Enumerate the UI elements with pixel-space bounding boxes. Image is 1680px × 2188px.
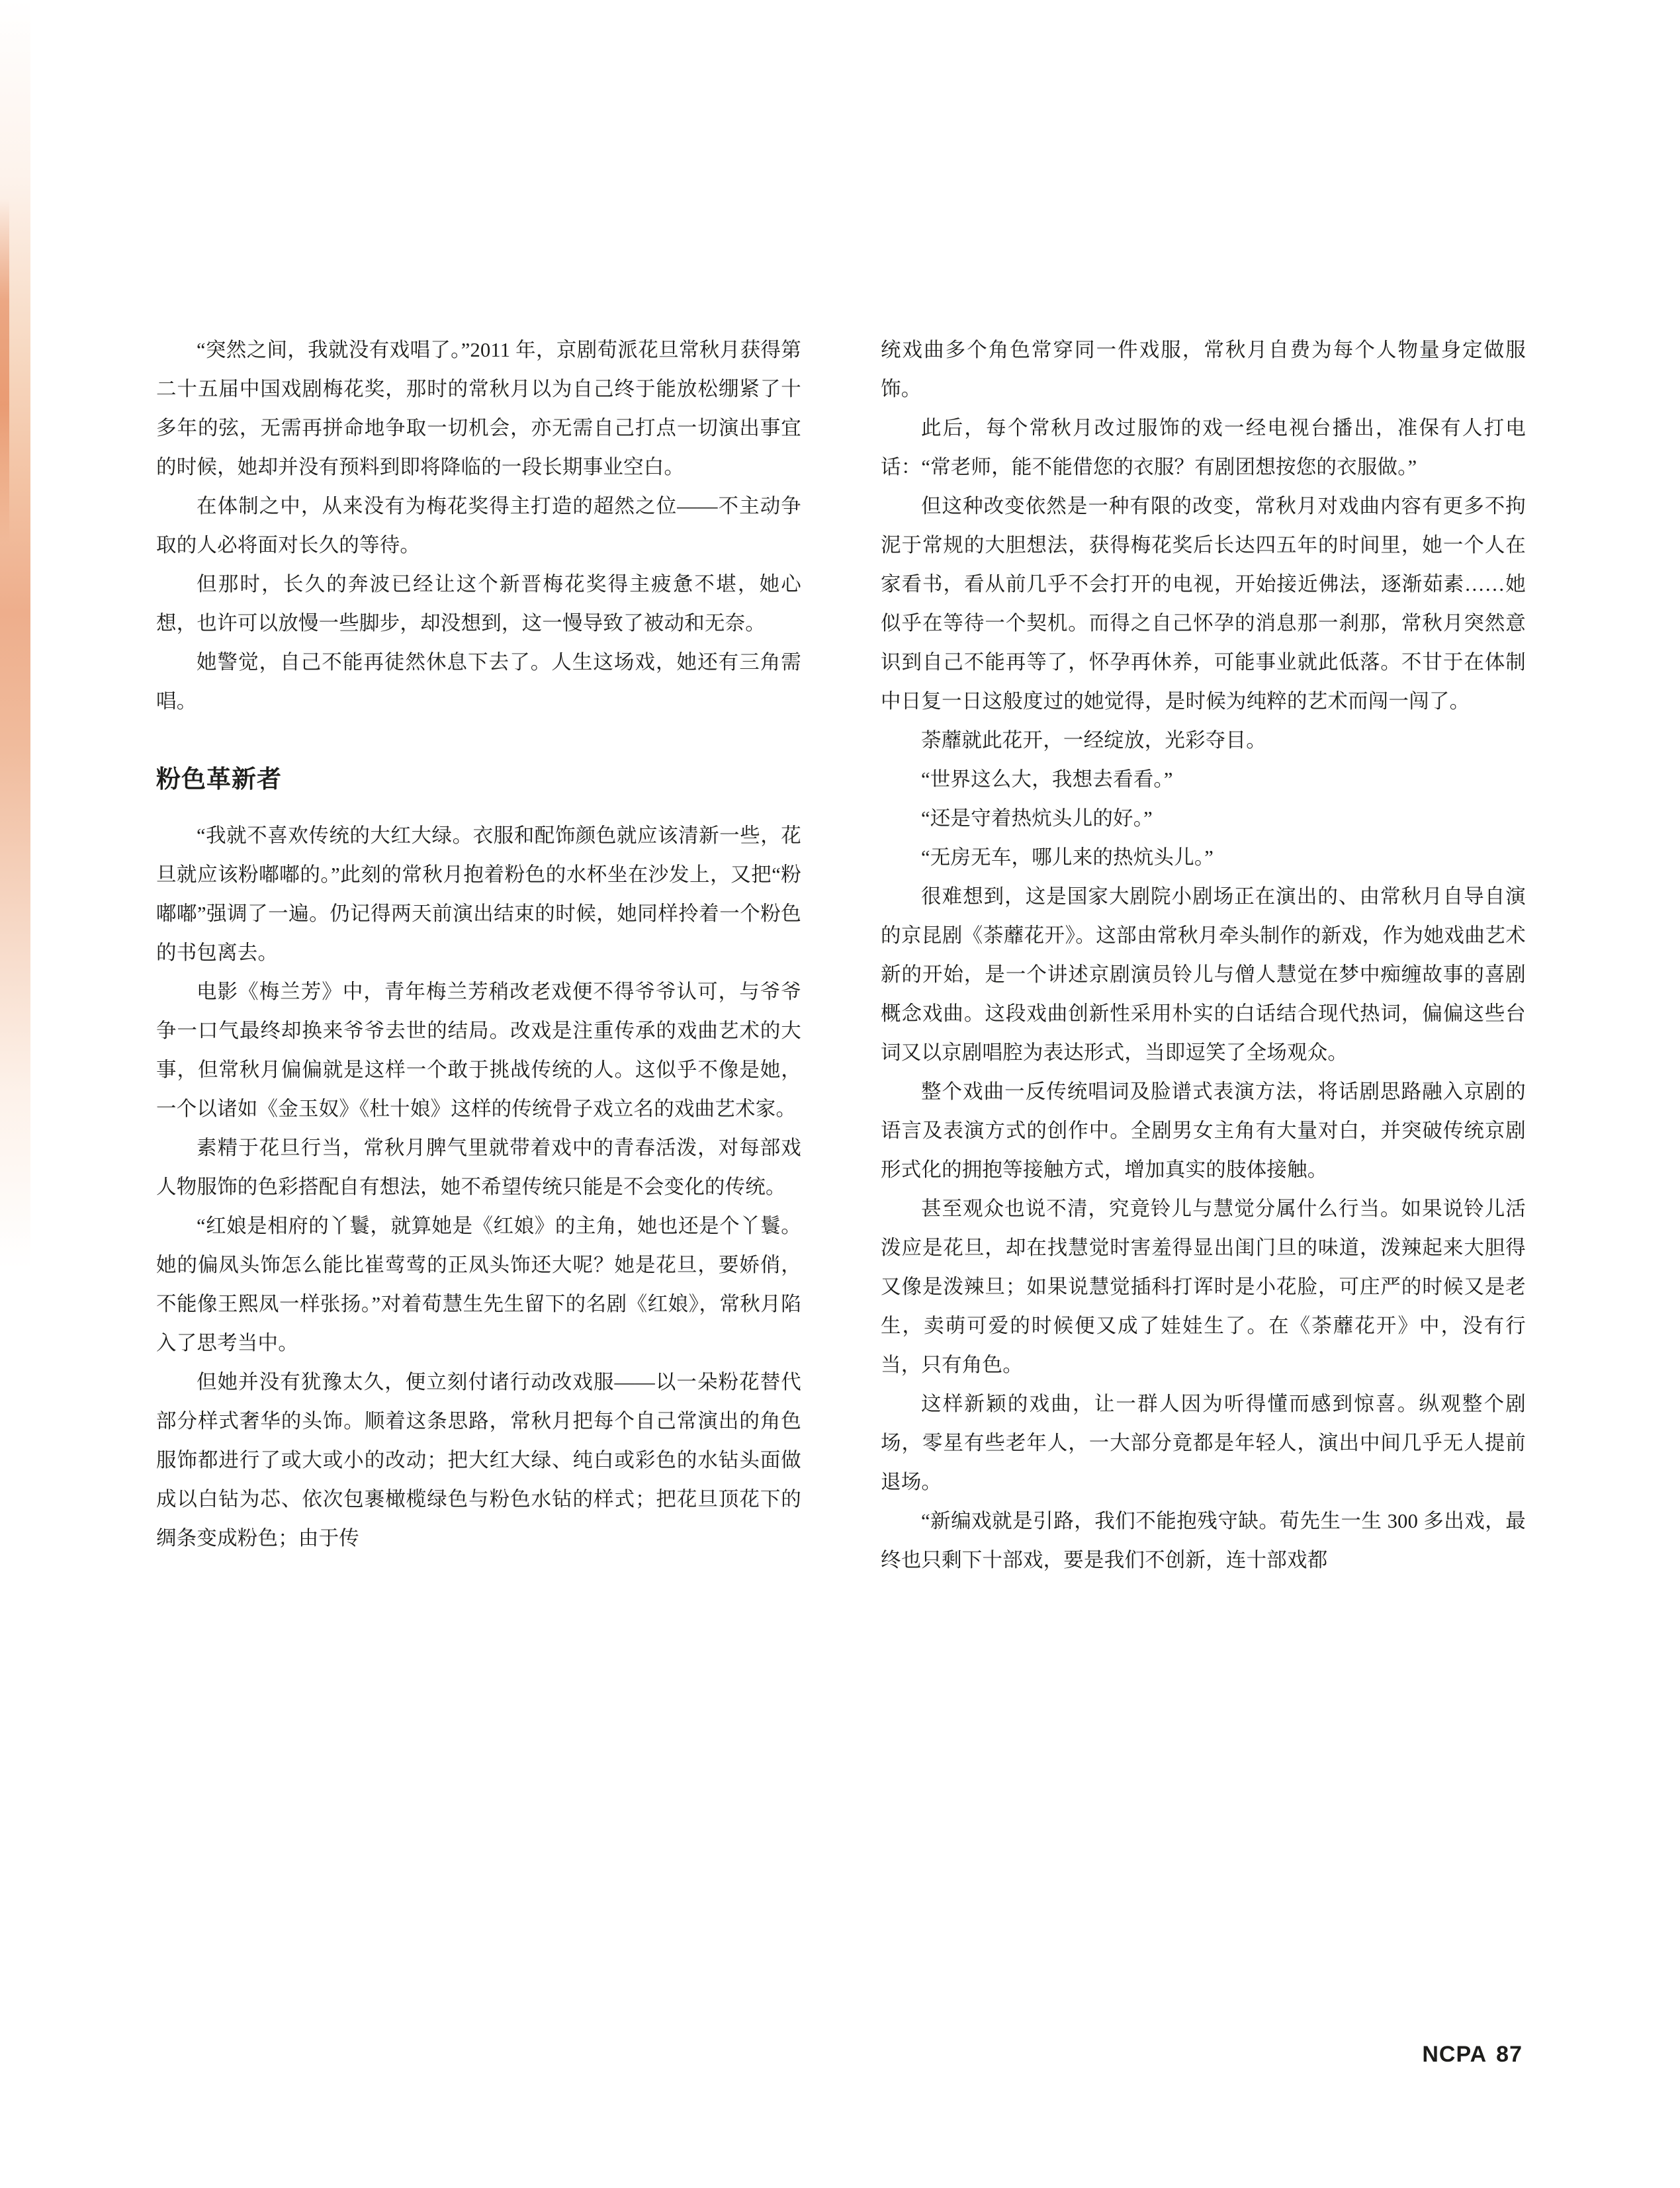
- paragraph: 荼蘼就此花开，一经绽放，光彩夺目。: [921, 729, 1266, 752]
- paragraph: 整个戏曲一反传统唱词及脸谱式表演方法，将话剧思路融入京剧的语言及表演方式的创作中。全剧男女主角有大量对白，并突破传统京剧形式化的拥抱等接触方式，增加真实的肢体接触。: [881, 1080, 1526, 1181]
- paragraph: “突然之间，我就没有戏唱了。”2011 年，京剧荀派花旦常秋月获得第二十五届中国戏剧梅花奖，那时的常秋月以为自己终于能放松绷紧了十多年的弦，无需再拼命地争取一切机会，亦无需自己打点一切演出事宜的时候，她却并没有预料到即将降临的一段长期事业空白。: [156, 339, 801, 478]
- paragraph: 很难想到，这是国家大剧院小剧场正在演出的、由常秋月自导自演的京昆剧《荼蘼花开》。这部由常秋月牵头制作的新戏，作为她戏曲艺术新的开始，是一个讲述京剧演员铃儿与僧人慧觉在梦中痴缠故事的喜剧概念戏曲。这段戏曲创新性采用朴实的白话结合现代热词，偏偏这些台词又以京剧唱腔为表达形式，当即逗笑了全场观众。: [881, 885, 1526, 1064]
- paragraph: 这样新颖的戏曲，让一群人因为听得懂而感到惊喜。纵观整个剧场，零星有些老年人，一大部分竟都是年轻人，演出中间几乎无人提前退场。: [881, 1393, 1526, 1493]
- page-footer: [1422, 2042, 1523, 2068]
- page-edge-accent: [0, 198, 9, 543]
- paragraph: 素精于花旦行当，常秋月脾气里就带着戏中的青春活泼，对每部戏人物服饰的色彩搭配自有想法，她不希望传统只能是不会变化的传统。: [156, 1137, 801, 1198]
- paragraph: 在体制之中，从来没有为梅花奖得主打造的超然之位——不主动争取的人必将面对长久的等待。: [156, 495, 801, 556]
- section-heading: 粉色革新者: [156, 766, 282, 793]
- paragraph: “我就不喜欢传统的大红大绿。衣服和配饰颜色就应该清新一些，花旦就应该粉嘟嘟的。”此刻的常秋月抱着粉色的水杯坐在沙发上，又把“粉嘟嘟”强调了一遍。仍记得两天前演出结束的时候，她同样拎着一个粉色的书包离去。: [156, 824, 801, 964]
- paragraph: “无房无车，哪儿来的热炕头儿。”: [921, 846, 1214, 869]
- paragraph: “世界这么大，我想去看看。”: [921, 768, 1173, 791]
- paragraph: 甚至观众也说不清，究竟铃儿与慧觉分属什么行当。如果说铃儿活泼应是花旦，却在找慧觉时害羞得显出闺门旦的味道，泼辣起来大胆得又像是泼辣旦；如果说慧觉插科打诨时是小花脸，可庄严的时候又是老生，卖萌可爱的时候便又成了娃娃生了。在《荼蘼花开》中，没有行当，只有角色。: [881, 1198, 1526, 1376]
- paragraph: “还是守着热炕头儿的好。”: [921, 807, 1153, 830]
- right-column: [881, 331, 1526, 2005]
- page-number: 87: [1496, 2042, 1523, 2067]
- paragraph: 电影《梅兰芳》中，青年梅兰芳稍改老戏便不得爷爷认可，与爷爷争一口气最终却换来爷爷去世的结局。改戏是注重传承的戏曲艺术的大事，但常秋月偏偏就是这样一个敢于挑战传统的人。这似乎不像是她，一个以诸如《金玉奴》《杜十娘》这样的传统骨子戏立名的戏曲艺术家。: [156, 981, 801, 1120]
- paragraph: 但那时，长久的奔波已经让这个新晋梅花奖得主疲惫不堪，她心想，也许可以放慢一些脚步，却没想到，这一慢导致了被动和无奈。: [156, 573, 801, 635]
- left-column: [156, 331, 801, 2005]
- footer-brand: NCPA: [1422, 2042, 1487, 2067]
- paragraph: “新编戏就是引路，我们不能抱残守缺。荀先生一生 300 多出戏，最终也只剩下十部戏，要是我们不创新，连十部戏都: [881, 1510, 1526, 1571]
- paragraph: 但这种改变依然是一种有限的改变，常秋月对戏曲内容有更多不拘泥于常规的大胆想法，获得梅花奖后长达四五年的时间里，她一个人在家看书，看从前几乎不会打开的电视，开始接近佛法，逐渐茹素……她似乎在等待一个契机。而得之自己怀孕的消息那一刹那，常秋月突然意识到自己不能再等了，怀孕再休养，可能事业就此低落。不甘于在体制中日复一日这般度过的她觉得，是时候为纯粹的艺术而闯一闯了。: [881, 495, 1526, 713]
- paragraph: 但她并没有犹豫太久，便立刻付诸行动改戏服——以一朵粉花替代部分样式奢华的头饰。顺着这条思路，常秋月把每个自己常演出的角色服饰都进行了或大或小的改动；把大红大绿、纯白或彩色的水钻头面做成以白钻为芯、依次包裹橄榄绿色与粉色水钻的样式；把花旦顶花下的绸条变成粉色；由于传: [156, 1371, 801, 1550]
- paragraph: 此后，每个常秋月改过服饰的戏一经电视台播出，准保有人打电话：“常老师，能不能借您的衣服？有剧团想按您的衣服做。”: [881, 417, 1526, 478]
- paragraph: 她警觉，自己不能再徒然休息下去了。人生这场戏，她还有三角需唱。: [156, 651, 801, 713]
- article-body: [156, 331, 1526, 2005]
- paragraph: “红娘是相府的丫鬟，就算她是《红娘》的主角，她也还是个丫鬟。她的偏凤头饰怎么能比崔莺莺的正凤头饰还大呢？她是花旦，要娇俏，不能像王熙凤一样张扬。”对着荀慧生先生留下的名剧《红娘》，常秋月陷入了思考当中。: [156, 1215, 801, 1354]
- paragraph: 统戏曲多个角色常穿同一件戏服，常秋月自费为每个人物量身定做服饰。: [881, 339, 1526, 400]
